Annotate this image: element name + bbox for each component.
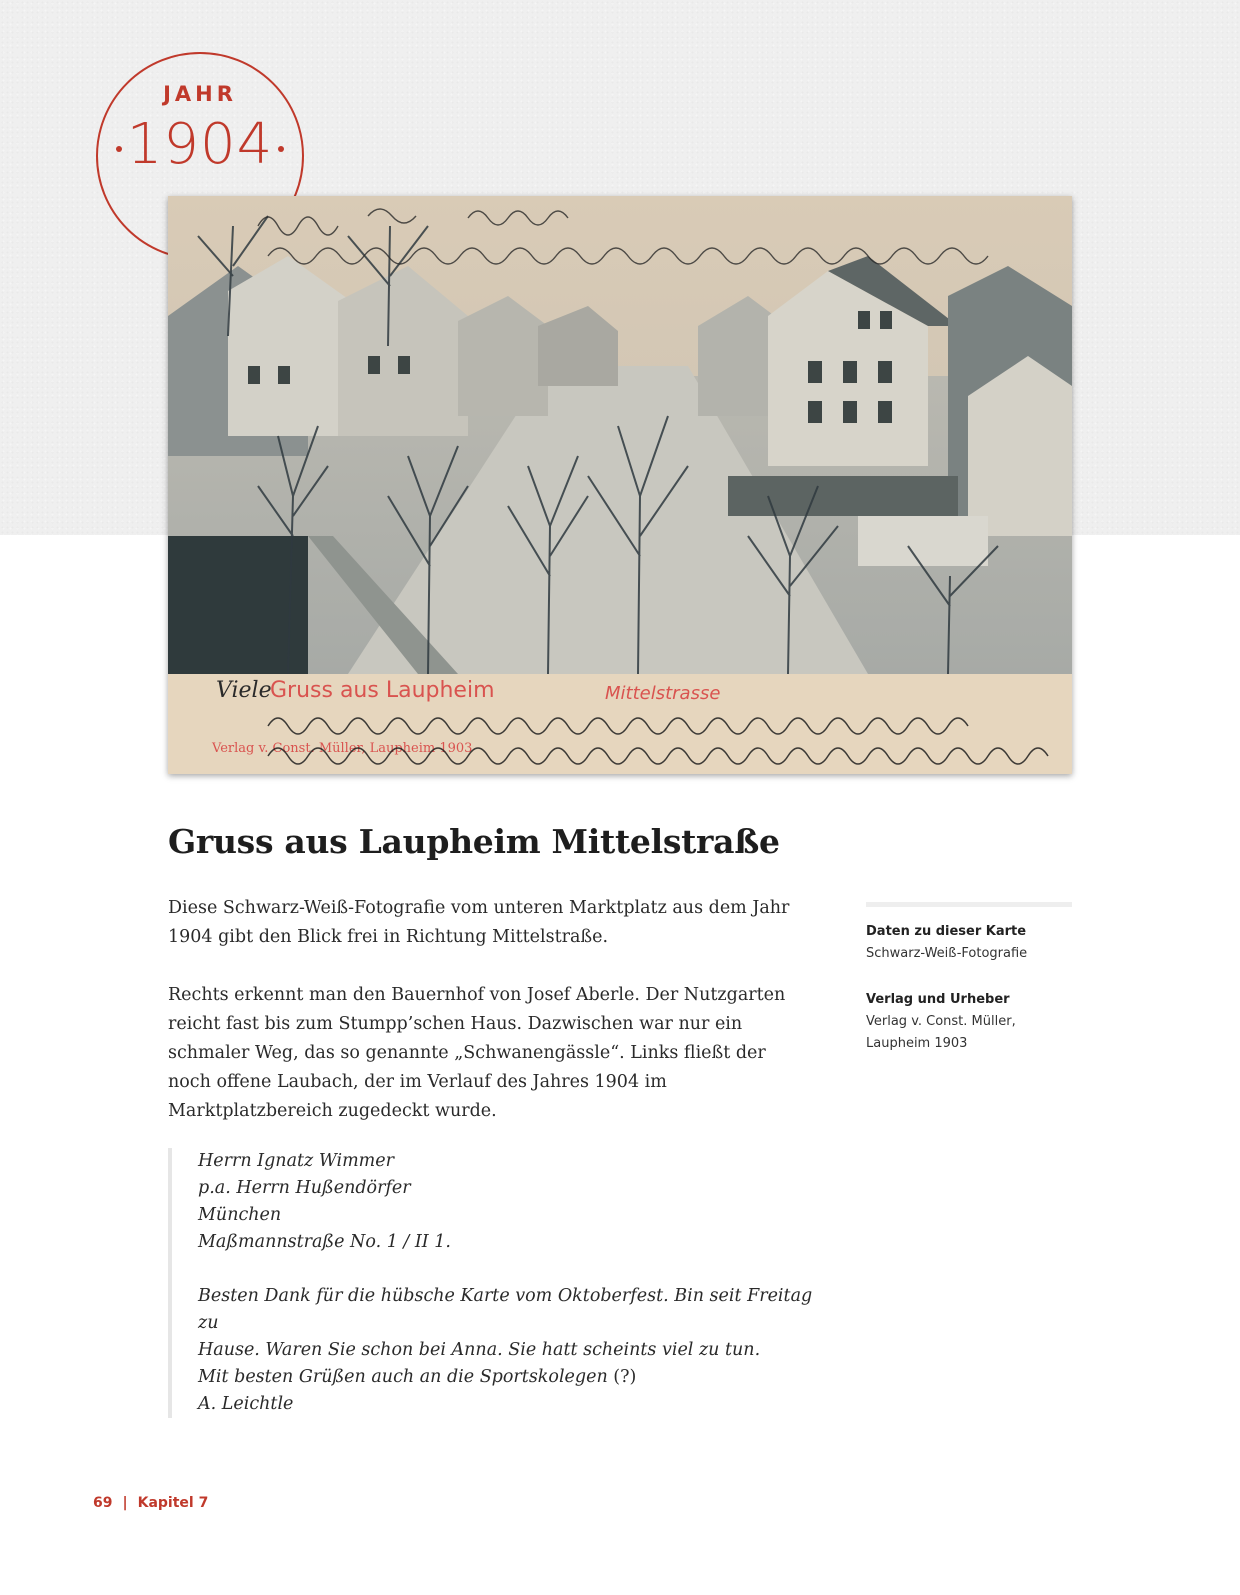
article-body xyxy=(168,894,808,1155)
stamp-dot-right xyxy=(278,146,284,152)
publisher-value: Verlag v. Const. Müller, Laupheim 1903 xyxy=(866,1014,1016,1051)
closing-line-wrapper xyxy=(198,1364,838,1391)
postcard-greeting: Viele xyxy=(216,678,272,703)
historic-postcard xyxy=(168,196,1072,774)
address-line: Maßmannstraße No. 1 / II 1. xyxy=(198,1232,451,1252)
postcard-caption-street: Mittelstrasse xyxy=(605,683,721,704)
address-line: München xyxy=(198,1205,282,1225)
postcard-publisher-imprint: Verlag v. Const. Müller, Laupheim 1903 xyxy=(212,741,473,756)
chapter-label: Kapitel 7 xyxy=(137,1495,209,1511)
message-line: Hause. Waren Sie schon bei Anna. Sie hatt scheints viel zu tun. xyxy=(198,1340,761,1360)
article-title: Gruss aus Laupheim Mittelstraße xyxy=(168,822,780,861)
article-paragraph: Diese Schwarz-Weiß-Fotografie vom unteren Marktplatz aus dem Jahr 1904 gibt den Blick frei in Richtung Mittelstraße. xyxy=(168,898,790,947)
address-line: p.a. Herrn Hußendörfer xyxy=(198,1178,411,1198)
address-line: Herrn Ignatz Wimmer xyxy=(198,1151,395,1171)
message-line: Besten Dank für die hübsche Karte vom Oktoberfest. Bin seit Freitag zu xyxy=(198,1286,813,1333)
card-data-value: Schwarz-Weiß-Fotografie xyxy=(866,946,1028,961)
page-footer xyxy=(93,1495,208,1511)
publisher-heading: Verlag und Urheber xyxy=(866,992,1010,1007)
street-scene-photo xyxy=(168,196,1072,674)
stamp-year: 1904 xyxy=(126,112,274,177)
postcard-caption-title: Gruss aus Laupheim xyxy=(270,678,495,703)
footer-separator: | xyxy=(122,1495,128,1511)
closing-note: (?) xyxy=(607,1367,637,1387)
postcard-transcription-quote xyxy=(168,1148,838,1418)
page-number: 69 xyxy=(93,1495,113,1511)
stamp-label: JAHR xyxy=(163,82,237,106)
card-info-sidebar xyxy=(866,902,1072,1079)
closing-line: Mit besten Grüßen auch an die Sportskolegen xyxy=(198,1367,608,1387)
card-data-heading: Daten zu dieser Karte xyxy=(866,924,1027,939)
article-paragraph: Rechts erkennt man den Bauernhof von Josef Aberle. Der Nutzgarten reicht fast bis zum Stumpp’schen Haus. Dazwischen war nur ein schmaler Weg, das so genannte „Schwanengässle“. Links fließt der noch offene Laubach, der im Verlauf des Jahres 1904 im Marktplatzbereich zugedeckt wurde. xyxy=(168,985,786,1121)
signature: A. Leichtle xyxy=(198,1394,294,1414)
